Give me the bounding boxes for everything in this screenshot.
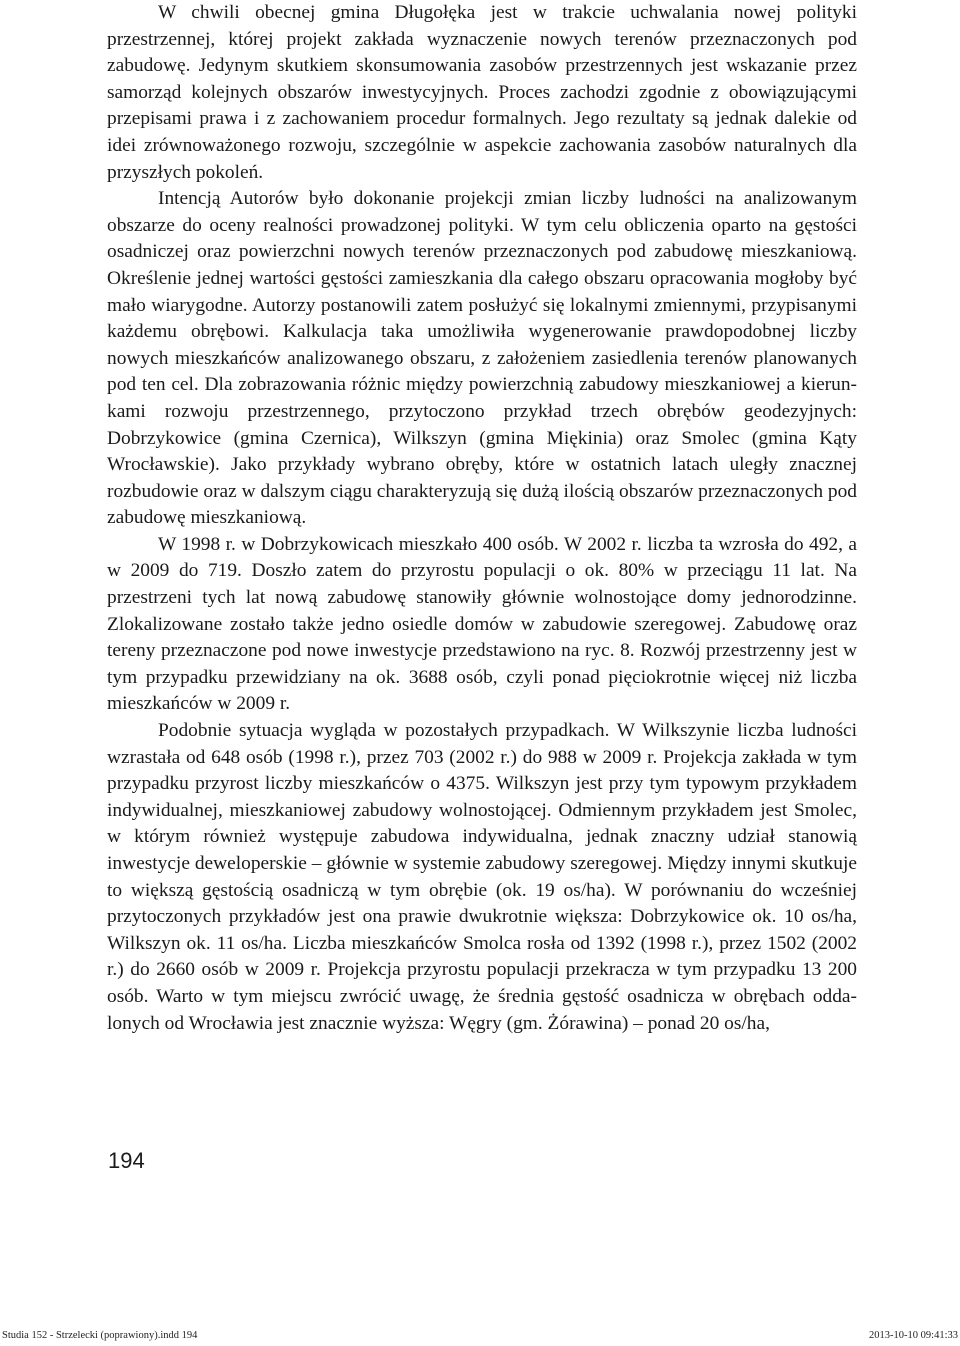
paragraph-1: W chwili obecnej gmina Długołęka jest w trakcie uchwalania nowej polityki przestrzennej, której projekt zakłada wyznaczenie nowych terenów przeznaczonych pod zabudowę. Jedynym skutkiem skonsumowania zasobów przestrzennych jest wskazanie przez samorząd kolejnych obszarów inwestycyjnych. Proces zachodzi zgodnie z obowiązującymi przepisami prawa i z zachowaniem procedur formalnych. Jego rezultaty są jednak dalekie od idei zrównoważonego rozwoju, szczególnie w aspekcie zachowania zasobów naturalnych dla przyszłych pokoleń. <box>107 2 857 183</box>
slug-timestamp: 2013-10-10 09:41:33 <box>869 1330 958 1341</box>
slug-file-info: Studia 152 - Strzelecki (poprawiony).indd 194 <box>2 1330 198 1341</box>
paragraph-3: W 1998 r. w Dobrzykowicach mieszkało 400 osób. W 2002 r. liczba ta wzrosła do 492, a w 2009 do 719. Doszło zatem do przyrostu populacji o ok. 80% w przeciągu 11 lat. Na przestrzeni tych lat nową zabudowę stanowiły głównie wolnostojące domy jednorodzinne. Zlokalizowane zostało także jedno osiedle domów w zabudowie szeregowej. Zabudowę oraz tereny przeznaczone pod nowe inwestycje przedstawiono na ryc. 8. Rozwój przestrzenny jest w tym przypadku przewidziany na ok. 3688 osób, czyli ponad pięciokrotnie więcej niż liczba mieszkańców w 2009 r. <box>107 533 857 715</box>
paragraph-2: Intencją Autorów było dokonanie projekcji zmian liczby ludności na analizowanym obszarze do oceny realności prowadzonej polityki. W tym celu obliczenia oparto na gęstości osadniczej oraz powierzchni nowych terenów przeznaczonych pod zabudowę mieszkaniową. Określenie jednej wartości gęstości zamieszkania dla całego obszaru opracowania mogłoby być mało wiarygodne. Autorzy postanowili zatem posłużyć się lokalnymi zmiennymi, przypisanymi każdemu obrębowi. Kalkulacja taka umożliwiła wygenerowanie prawdopodobnej liczby nowych mieszkańców analizowanego obszaru, z założeniem zasiedlenia terenów planowanych pod ten cel. Dla zobrazowania różnic między powierzchnią zabudowy mieszkaniowej a kierunkami rozwoju przestrzennego, przytoczono przykład trzech obrębów geodezyjnych: Dobrzykowice (gmina Czernica), Wilkszyn (gmina Miękinia) oraz Smolec (gmina Kąty Wrocławskie). Jako przykłady wybrano obręby, które w ostatnich latach uległy znacznej rozbudowie oraz w dalszym ciągu charakteryzują się dużą ilością obszarów przeznaczonych pod zabudowę mieszkaniową. <box>107 188 857 529</box>
paragraph-4: Podobnie sytuacja wygląda w pozostałych przypadkach. W Wilkszynie liczba ludności wzrastała od 648 osób (1998 r.), przez 703 (2002 r.) do 988 w 2009 r. Projekcja zakłada w tym przypadku przyrost liczby mieszkańców o 4375. Wilkszyn jest przy tym typowym przykładem indywidualnej, mieszkaniowej zabudowy wolnostojącej. Odmiennym przykładem jest Smolec, w którym również występuje zabudowa indywidualna, jednak znaczny udział stanowią inwestycje deweloperskie – głównie w systemie zabudowy szeregowej. Między innymi skutkuje to większą gęstością osadniczą w tym obrębie (ok. 19 os/ha). W porównaniu do wcześniej przytoczonych przykładów jest ona prawie dwukrotnie większa: Dobrzykowice ok. 10 os/ha, Wilkszyn ok. 11 os/ha. Liczba mieszkańców Smolca rosła od 1392 (1998 r.), przez 1502 (2002 r.) do 2660 osób w 2009 r. Projekcja przyrostu populacji przekracza w tym przypadku 13 200 osób. Warto w tym miejscu zwrócić uwagę, że średnia gęstość osadnicza w obrębach oddalonych od Wrocławia jest znacznie wyższa: Węgry (gm. Żórawina) – ponad 20 os/ha, <box>107 720 857 1034</box>
page-number: 194 <box>108 1148 145 1173</box>
body-text <box>107 0 857 1037</box>
